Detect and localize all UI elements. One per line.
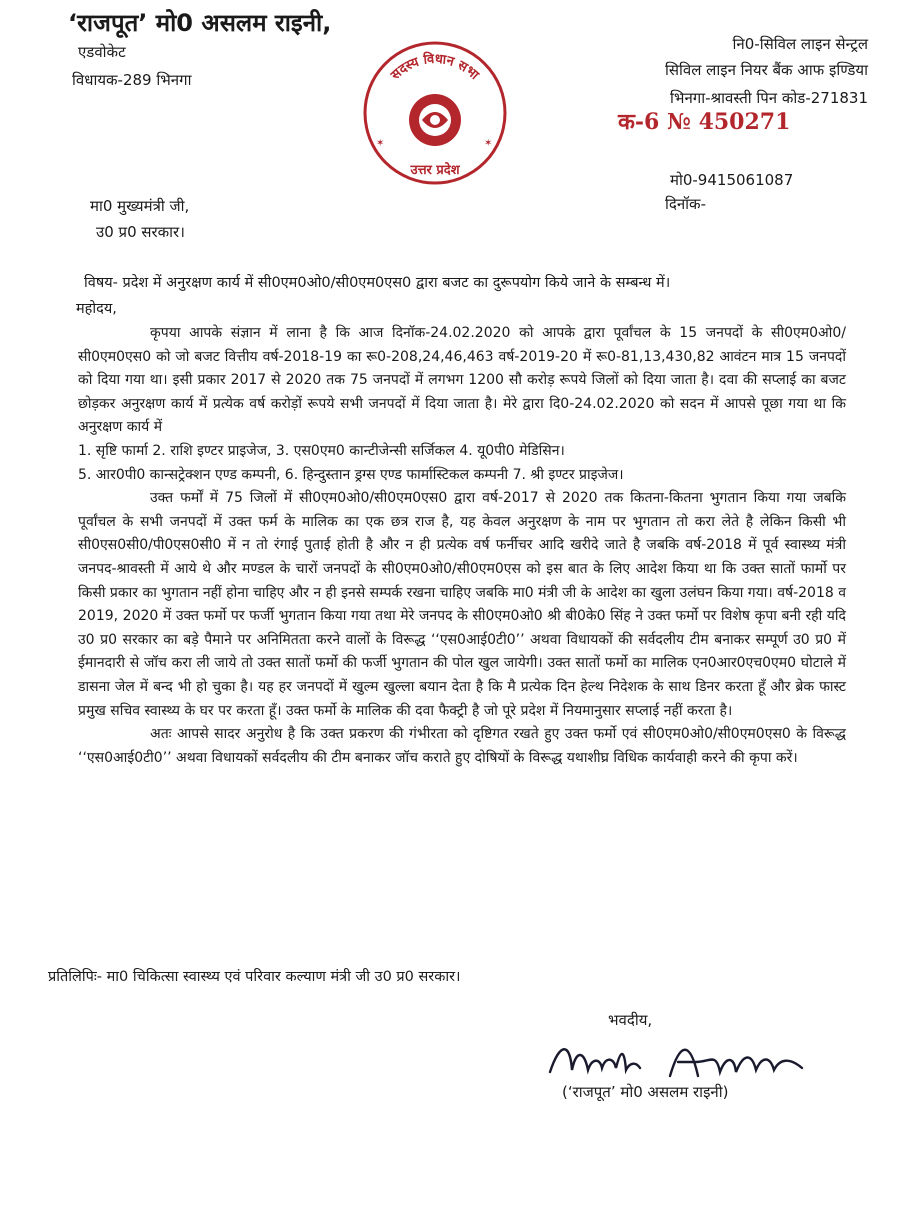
salutation: महोदय,: [76, 301, 117, 317]
body-paragraph-1: कृपया आपके संज्ञान में लाना है कि आज दिनॉक-24.02.2020 को आपके द्वारा पूर्वांचल के 15 जनपदों के सी0एम0ओ0/सी0एम0एस0 को जो बजट वित्तीय वर्ष-2018-19 का रू0-208,24,46,463 वर्ष-2019-20 में रू0-81,13,430,82 आवंटन मात्र 15 जनपदों को दिया गया था। इसी प्रकार 2017 से 2020 तक 75 जनपदों में लगभग 1200 सौ करोड़ रूपये जिलों को दिया जाता है। दवा की सप्लाई का बजट छोड़कर अनुरक्षण कार्य में प्रत्येक वर्ष करोड़ों रूपये सभी जनपदों में दिया जाता है। मेरे द्वारा दि0-24.02.2020 को सदन में आपसे पूछा गया था कि अनुरक्षण कार्य में: [78, 325, 846, 436]
body-paragraph-2: उक्त फर्मों में 75 जिलों में सी0एम0ओ0/सी0एम0एस0 द्वारा वर्ष-2017 से 2020 तक कितना-कितना भुगतान किया गया जबकि पूर्वांचल के सभी जनपदों में उक्त फर्म के मालिक का एक छत्र राज है, यह केवल अनुरक्षण के नाम पर भुगतान तो करा लेते है लेकिन किसी भी सी0एस0सी0/पी0एस0सी0 में न तो रंगाई पुताई होती है और न ही प्रत्येक वर्ष फर्नीचर आदि खरीदे जाते है जबकि वर्ष-2018 में पूर्व स्वास्थ्य मंत्री जनपद-श्रावस्ती में आये थे और मण्डल के चारों जनपदों के सी0एम0ओ0/सी0एम0एस को इस बात के लिए आदेश किया था कि उक्त सातों फार्मो पर किसी प्रकार का भुगतान नहीं होना चाहिए और न ही इनसे सम्पर्क रखना चाहिए जबकि मा0 मंत्री जी के आदेश का खुला उलंघन किया गया। वर्ष-2018 व 2019, 2020 में उक्त फर्मो पर फर्जी भुगतान किया गया तथा मेरे जनपद के सी0एम0ओ0 श्री बी0के0 सिंह ने उक्त फर्मो पर विशेष कृपा बनी रही यदि उ0 प्र0 सरकार का बड़े पैमाने पर अनिमितता करने वालों के विरूद्ध ‘‘एस0आई0टी0’’ अथवा विधायकों की सर्वदलीय टीम बनाकर सम्पूर्ण उ0 प्र0 में ईमानदारी से जॉच करा ली जाये तो उक्त सातों फर्मो की फर्जी भुगतान की पोल खुल जायेगी। उक्त सातों फर्मो का मालिक एन0आर0एच0एम0 घोटाले में डासना जेल में बन्द भी हो चुका है। यह हर जनपदों में खुल्म खुल्ला बयान देता है कि मै प्रत्येक दिन हेल्थ निदेशक के साथ डिनर करता हूँ और ब्रेक फास्ट प्रमुख सचिव स्वास्थ्य के घर पर करता हूँ। उक्त फर्मो के मालिक की दवा फैक्ट्री है जो पूरे प्रदेश में नियमानुसार सप्लाई नहीं करता है।: [78, 490, 846, 719]
recipient-line-1: मा0 मुख्यमंत्री जी,: [90, 197, 190, 215]
sender-phone: मो0-9415061087: [670, 171, 794, 189]
seal-bottom-text: उत्तर प्रदेश: [410, 163, 460, 178]
address-line-2: सिविल लाइन नियर बैंक आफ इण्डिया: [664, 61, 868, 79]
copy-to-line: प्रतिलिपिः- मा0 चिकित्सा स्वास्थ्य एवं परिवार कल्याण मंत्री जी उ0 प्र0 सरकार।: [48, 969, 461, 985]
body-paragraph-3: अतः आपसे सादर अनुरोध है कि उक्त प्रकरण की गंभीरता को दृष्टिगत रखते हुए उक्त फर्मो एवं सी0एम0ओ0/सी0एम0एस0 के विरूद्ध ‘‘एस0आई0टी0’’ अथवा विधायकों सर्वदलीय की टीम बनाकर जॉच कराते हुए दोषियों के विरूद्ध यथाशीघ्र विधिक कार्यवाही करने की कृपा करें।: [78, 726, 846, 766]
recipient-line-2: उ0 प्र0 सरकार।: [96, 223, 185, 241]
date-label: दिनॉक-: [665, 195, 706, 213]
address-line-3: भिनगा-श्रावस्ती पिन कोड-271831: [670, 89, 868, 107]
letter-subject: विषय- प्रदेश में अनुरक्षण कार्य में सी0एम0ओ0/सी0एम0एस0 द्वारा बजट का दुरूपयोग किये जाने के सम्बन्ध में।: [84, 275, 671, 291]
vidhan-sabha-seal: [360, 38, 510, 188]
svg-text:✶: ✶: [376, 138, 385, 149]
seal-top-text: सदस्य विधान सभा: [388, 51, 482, 84]
letter-serial-number: क-6 № 450271: [618, 109, 791, 135]
firm-list-line-2: 5. आर0पी0 कान्सट्रेक्शन एण्ड कम्पनी, 6. हिन्दुस्तान ड्रग्स एण्ड फार्मास्टिकल कम्पनी 7. श्री इण्टर प्राइजेज।: [78, 466, 624, 483]
firm-list-line-1: 1. सृष्टि फार्मा 2. राशि इण्टर प्राइजेज, 3. एस0एम0 कान्टीजेन्सी सर्जिकल 4. यू0पी0 मेडिसिन।: [78, 442, 565, 459]
letter-body: [78, 322, 846, 770]
svg-text:✶: ✶: [484, 138, 493, 149]
closing-yours: भवदीय,: [608, 1011, 653, 1029]
sender-name: ‘राजपूत’ मो0 असलम राइनी,: [68, 9, 332, 37]
sender-constituency: विधायक-289 भिनगा: [72, 71, 192, 89]
sender-role: एडवोकेट: [78, 43, 126, 61]
svg-text:सदस्य विधान सभा: [388, 51, 482, 84]
sender-signature-name: (‘राजपूत’ मो0 असलम राइनी): [562, 1083, 729, 1101]
address-line-1: नि0-सिविल लाइन सेन्ट्रल: [732, 35, 868, 53]
